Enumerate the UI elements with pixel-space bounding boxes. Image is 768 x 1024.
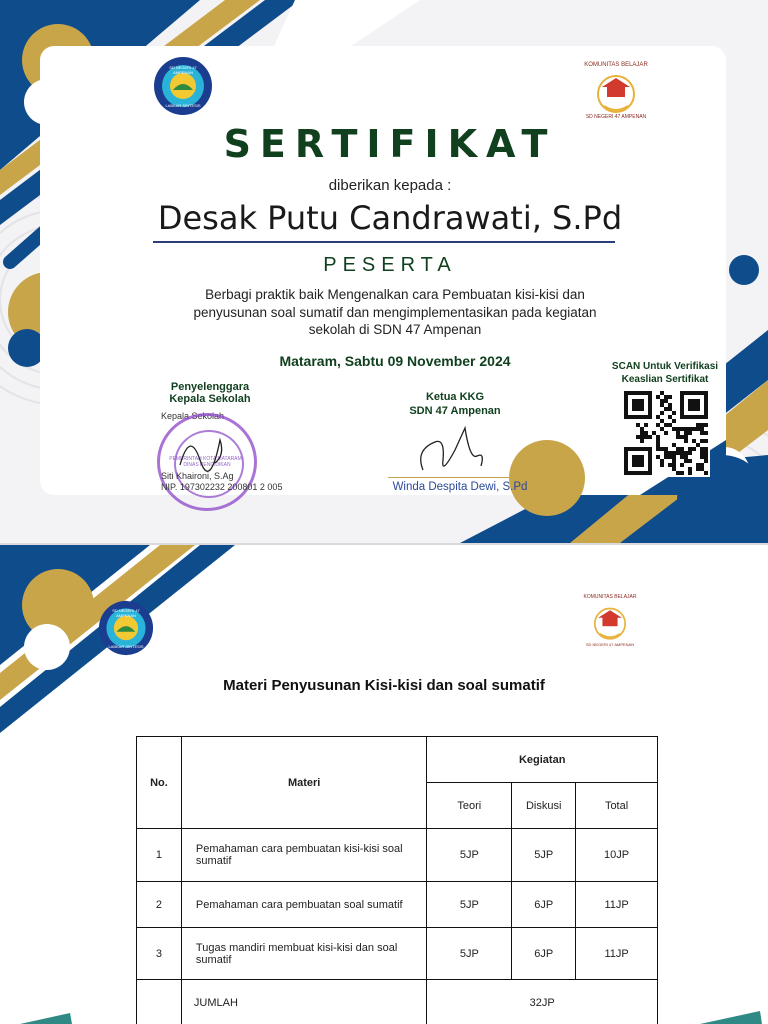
place-date: Mataram, Sabtu 09 November 2024 xyxy=(279,353,511,369)
school-logo-page2 xyxy=(98,600,154,656)
table-row xyxy=(137,882,658,928)
table-row xyxy=(137,829,658,882)
row-no: 3 xyxy=(137,928,182,980)
row-total: 10JP xyxy=(576,829,658,882)
community-logo-text-bottom: SD NEGERI 47 AMPENAN xyxy=(585,114,647,120)
school-logo-text-top: SD NEGERI 47 AMPENAN xyxy=(169,65,197,75)
header-total: Total xyxy=(576,783,658,829)
table-row xyxy=(137,928,658,980)
school-logo xyxy=(153,56,213,116)
material-table xyxy=(136,736,658,1024)
community-logo-page2-text-top: KOMUNITAS BELAJAR xyxy=(583,594,637,600)
row-teori: 5JP xyxy=(427,882,512,928)
chair-name: Winda Despita Dewi, S.Pd xyxy=(392,481,528,493)
row-diskusi: 6JP xyxy=(512,882,576,928)
school-logo-page2-text-top: SD NEGERI 47 AMPENAN xyxy=(112,608,140,618)
stamp-text: PEMERINTAH KOTA MATARAM · DINAS PENDIDIKAN xyxy=(169,456,245,468)
header-diskusi: Diskusi xyxy=(512,783,576,829)
organizer-label-1: Penyelenggara xyxy=(170,381,250,393)
row-diskusi: 5JP xyxy=(512,829,576,882)
chair-label-2: SDN 47 Ampenan xyxy=(409,405,501,417)
qr-code-pattern xyxy=(622,389,710,477)
row-teori: 5JP xyxy=(427,928,512,980)
row-no: 2 xyxy=(137,882,182,928)
school-logo-page2-text-bottom: LABKAR SINTESIS xyxy=(108,644,144,649)
header-teori: Teori xyxy=(427,783,512,829)
verification-qr-code[interactable] xyxy=(622,389,710,477)
community-logo xyxy=(578,62,654,122)
row-total: 11JP xyxy=(576,882,658,928)
qr-label-1: SCAN Untuk Verifikasi xyxy=(611,361,719,372)
chair-title xyxy=(380,390,530,418)
community-logo-page2-text-bottom: SD NEGERI 47 AMPENAN xyxy=(585,642,635,647)
table-sum-row xyxy=(137,980,658,1024)
community-logo-text-top: KOMUNITAS BELAJAR xyxy=(584,62,648,68)
name-underline xyxy=(153,241,615,243)
sum-no-blank xyxy=(137,980,182,1024)
chair-signature-line xyxy=(388,477,512,478)
certificate-description: Berbagi praktik baik Mengenalkan cara Pembuatan kisi-kisi dan penyusunan soal sumatif dan mengimplementasikan pada kegiatan sekolah di SDN 47 Ampenan xyxy=(193,287,597,337)
chair-signature xyxy=(415,420,495,478)
qr-caption xyxy=(595,360,735,386)
row-materi: Tugas mandiri membuat kisi-kisi dan soal sumatif xyxy=(181,928,427,980)
organizer-nip: NIP. 197302232 200801 2 005 xyxy=(161,482,283,492)
row-diskusi: 6JP xyxy=(512,928,576,980)
community-logo-page2 xyxy=(578,594,642,650)
row-teori: 5JP xyxy=(427,829,512,882)
material-page xyxy=(0,545,768,1024)
organizer-signature xyxy=(175,425,235,475)
qr-label-2: Keaslian Sertifikat xyxy=(621,374,709,385)
row-materi: Pemahaman cara pembuatan soal sumatif xyxy=(181,882,427,928)
header-no: No. xyxy=(137,737,182,829)
material-heading: Materi Penyusunan Kisi-kisi dan soal sumatif xyxy=(223,677,545,694)
header-kegiatan: Kegiatan xyxy=(427,737,658,783)
recipient-role: PESERTA xyxy=(323,254,457,276)
school-logo-text-bottom: LABKAR SINTESIS xyxy=(165,103,201,108)
organizer-name: Siti Khaironi, S.Ag xyxy=(161,471,234,481)
row-total: 11JP xyxy=(576,928,658,980)
recipient-name: Desak Putu Candrawati, S.Pd xyxy=(157,199,623,237)
header-materi: Materi xyxy=(181,737,427,829)
sum-value: 32JP xyxy=(427,980,658,1024)
organizer-role-small: Kepala Sekolah xyxy=(161,411,225,421)
row-materi: Pemahaman cara pembuatan kisi-kisi soal sumatif xyxy=(181,829,427,882)
certificate-title: SERTIFIKAT xyxy=(223,122,557,166)
chair-label-1: Ketua KKG xyxy=(425,391,485,403)
organizer-title xyxy=(150,381,270,405)
sum-label: JUMLAH xyxy=(181,980,427,1024)
row-no: 1 xyxy=(137,829,182,882)
given-to-label: diberikan kepada : xyxy=(328,177,452,194)
organizer-label-2: Kepala Sekolah xyxy=(169,393,251,405)
